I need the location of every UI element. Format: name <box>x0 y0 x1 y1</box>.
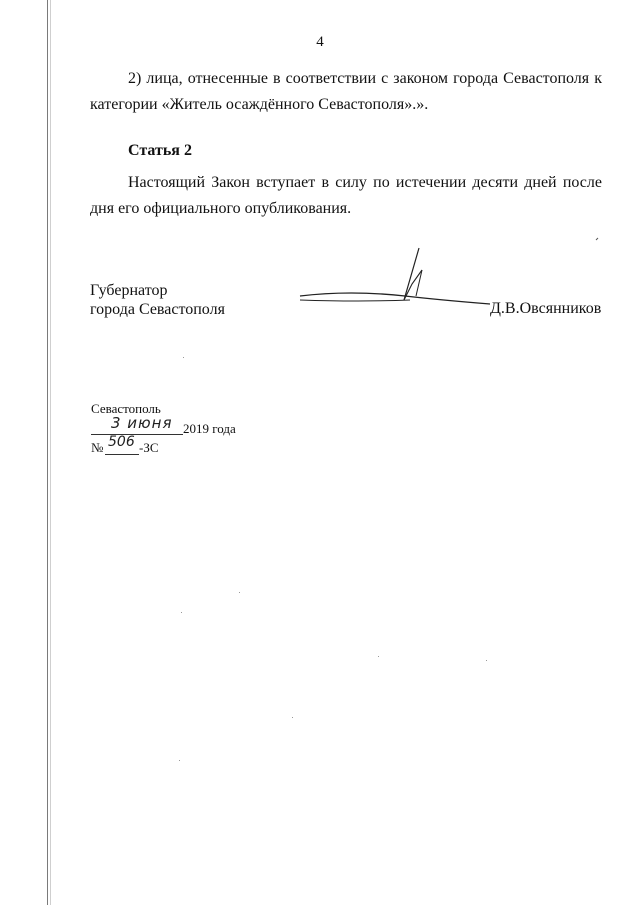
scan-speck <box>181 612 182 613</box>
signer-name: Д.В.Овсянников <box>490 300 602 317</box>
handwritten-number: 506 <box>108 434 135 450</box>
scan-edge-line-faint <box>50 0 51 905</box>
scan-speck <box>239 592 240 593</box>
signer-title-line-1: Губернатор <box>90 282 168 299</box>
signer-title <box>90 281 225 319</box>
date-underline <box>91 434 183 435</box>
scan-speck <box>179 760 180 761</box>
number-sign: № <box>91 440 104 455</box>
page-number: 4 <box>316 34 324 50</box>
paragraph-entry-into-force: Настоящий Закон вступает в силу по истечении десяти дней после дня его официального опубликования. <box>90 174 602 217</box>
scan-speck <box>378 656 379 657</box>
article-heading: Статья 2 <box>128 142 192 159</box>
number-underline <box>105 454 139 455</box>
law-number-line <box>91 434 211 460</box>
scan-edge-line <box>47 0 48 905</box>
number-suffix: -ЗС <box>139 440 159 455</box>
place-of-signing: Севастополь <box>91 401 161 416</box>
scan-speck <box>183 357 184 358</box>
scan-speck <box>486 660 487 661</box>
signer-title-line-2: города Севастополя <box>90 301 225 318</box>
scan-speck <box>292 717 293 718</box>
date-year: 2019 года <box>183 421 236 436</box>
handwritten-date: 3 июня <box>111 414 173 432</box>
paragraph-item-2: 2) лица, отнесенные в соответствии с законом города Севастополя к категории «Житель осаждённого Севастополя».». <box>90 70 602 113</box>
